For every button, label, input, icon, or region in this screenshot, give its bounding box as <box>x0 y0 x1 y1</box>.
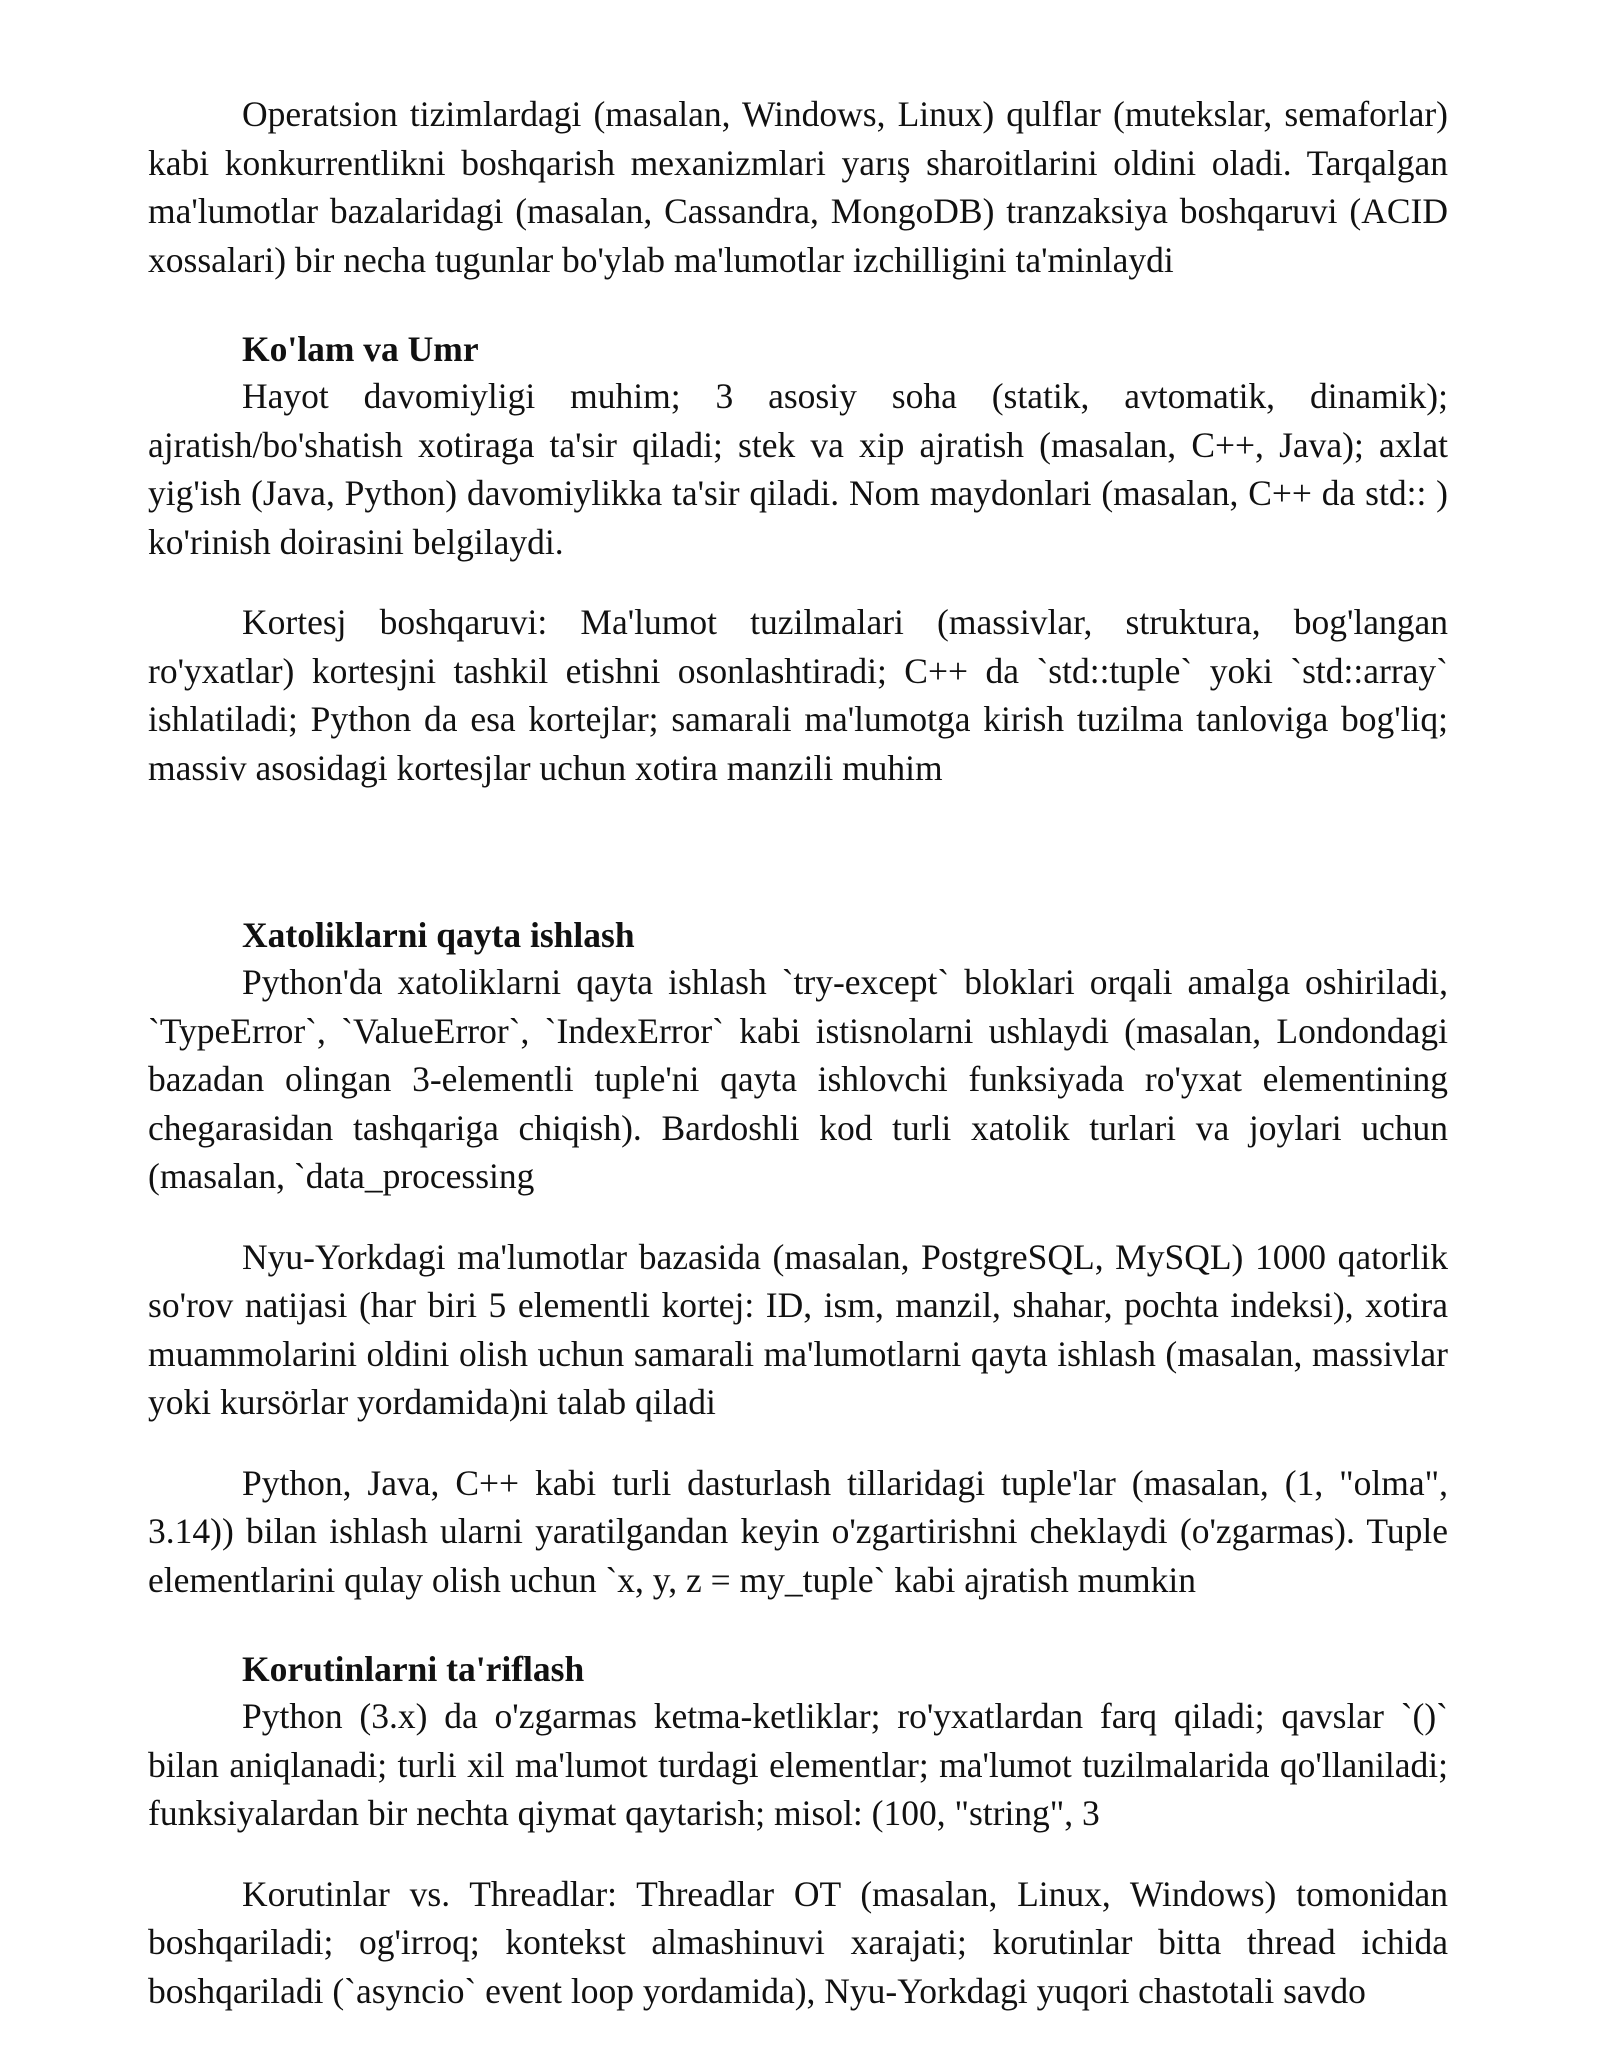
heading-coroutines: Korutinlarni ta'riflash <box>242 1649 585 1689</box>
spacer <box>148 566 1448 598</box>
paragraph-tuple-management: Kortesj boshqaruvi: Ma'lumot tuzilmalari (massivlar, struktura, bog'langan ro'yxatlar) kortesjni tashkil etishni osonlashtiradi; C++ da `std::tuple` yoki `std::array` ishlatiladi; Python da esa kortejlar; samarali ma'lumotga kirish tuzilma tanloviga bog'liq; massiv asosidagi kortesjlar uchun xotira manzili muhim <box>148 602 1448 788</box>
spacer <box>148 284 1448 326</box>
heading-scope-lifetime: Ko'lam va Umr <box>242 329 479 369</box>
paragraph-database-query: Nyu-Yorkdagi ma'lumotlar bazasida (masalan, PostgreSQL, MySQL) 1000 qatorlik so'rov natijasi (har biri 5 elementli kortej: ID, ism, manzil, shahar, pochta indeksi), xotira muammolarini oldini olish uchun samarali ma'lumotlarni qayta ishlash (masalan, massivlar yoki kursörlar yordamida)ni talab qiladi <box>148 1236 1448 1422</box>
heading-error-handling: Xatoliklarni qayta ishlash <box>242 915 635 955</box>
document-page <box>148 90 1448 2015</box>
paragraph-error-handling: Python'da xatoliklarni qayta ishlash `try-except` bloklari orqali amalga oshiriladi, `TypeError`, `ValueError`, `IndexError` kabi istisnolarni ushlaydi (masalan, Londondagi bazadan olingan 3-elementli tuple'ni qayta ishlovchi funksiyada ro'yxat elementining chegarasidan tashqariga chiqish). Bardoshli kod turli xatolik turlari va joylari uchun (masalan, `data_processing <box>148 962 1448 1196</box>
spacer <box>148 1604 1448 1646</box>
spacer <box>148 1838 1448 1870</box>
paragraph-python-tuples: Python (3.x) da o'zgarmas ketma-ketliklar; ro'yxatlardan farq qiladi; qavslar `()` bilan aniqlanadi; turli xil ma'lumot turdagi elementlar; ma'lumot tuzilmalarida qo'llaniladi; funksiyalardan bir nechta qiymat qaytarish; misol: (100, "string", 3 <box>148 1696 1448 1833</box>
paragraph-lifetime: Hayot davomiyligi muhim; 3 asosiy soha (statik, avtomatik, dinamik); ajratish/bo'shatish xotiraga ta'sir qiladi; stek va xip ajratish (masalan, C++, Java); axlat yig'ish (Java, Python) davomiylikka ta'sir qiladi. Nom maydonlari (masalan, C++ da std:: ) ko'rinish doirasini belgilaydi. <box>148 376 1448 562</box>
spacer <box>148 1201 1448 1233</box>
spacer <box>148 792 1448 912</box>
paragraph-concurrency: Operatsion tizimlardagi (masalan, Windows, Linux) qulflar (mutekslar, semaforlar) kabi konkurrentlikni boshqarish mexanizmlari yarış sharoitlarini oldini oladi. Tarqalgan ma'lumotlar bazalaridagi (masalan, Cassandra, MongoDB) tranzaksiya boshqaruvi (ACID xossalari) bir necha tugunlar bo'ylab ma'lumotlar izchilligini ta'minlaydi <box>148 94 1448 280</box>
paragraph-tuples-languages: Python, Java, C++ kabi turli dasturlash tillaridagi tuple'lar (masalan, (1, "olma", 3.14)) bilan ishlash ularni yaratilgandan keyin o'zgartirishni cheklaydi (o'zgarmas). Tuple elementlarini qulay olish uchun `x, y, z = my_tuple` kabi ajratish mumkin <box>148 1462 1448 1600</box>
paragraph-coroutines-vs-threads: Korutinlar vs. Threadlar: Threadlar OT (masalan, Linux, Windows) tomonidan boshqariladi; og'irroq; kontekst almashinuvi xarajati; korutinlar bitta thread ichida boshqariladi (`asyncio` event loop yordamida), Nyu-Yorkdagi yuqori chastotali savdo <box>148 1873 1448 2011</box>
spacer <box>148 1427 1448 1459</box>
